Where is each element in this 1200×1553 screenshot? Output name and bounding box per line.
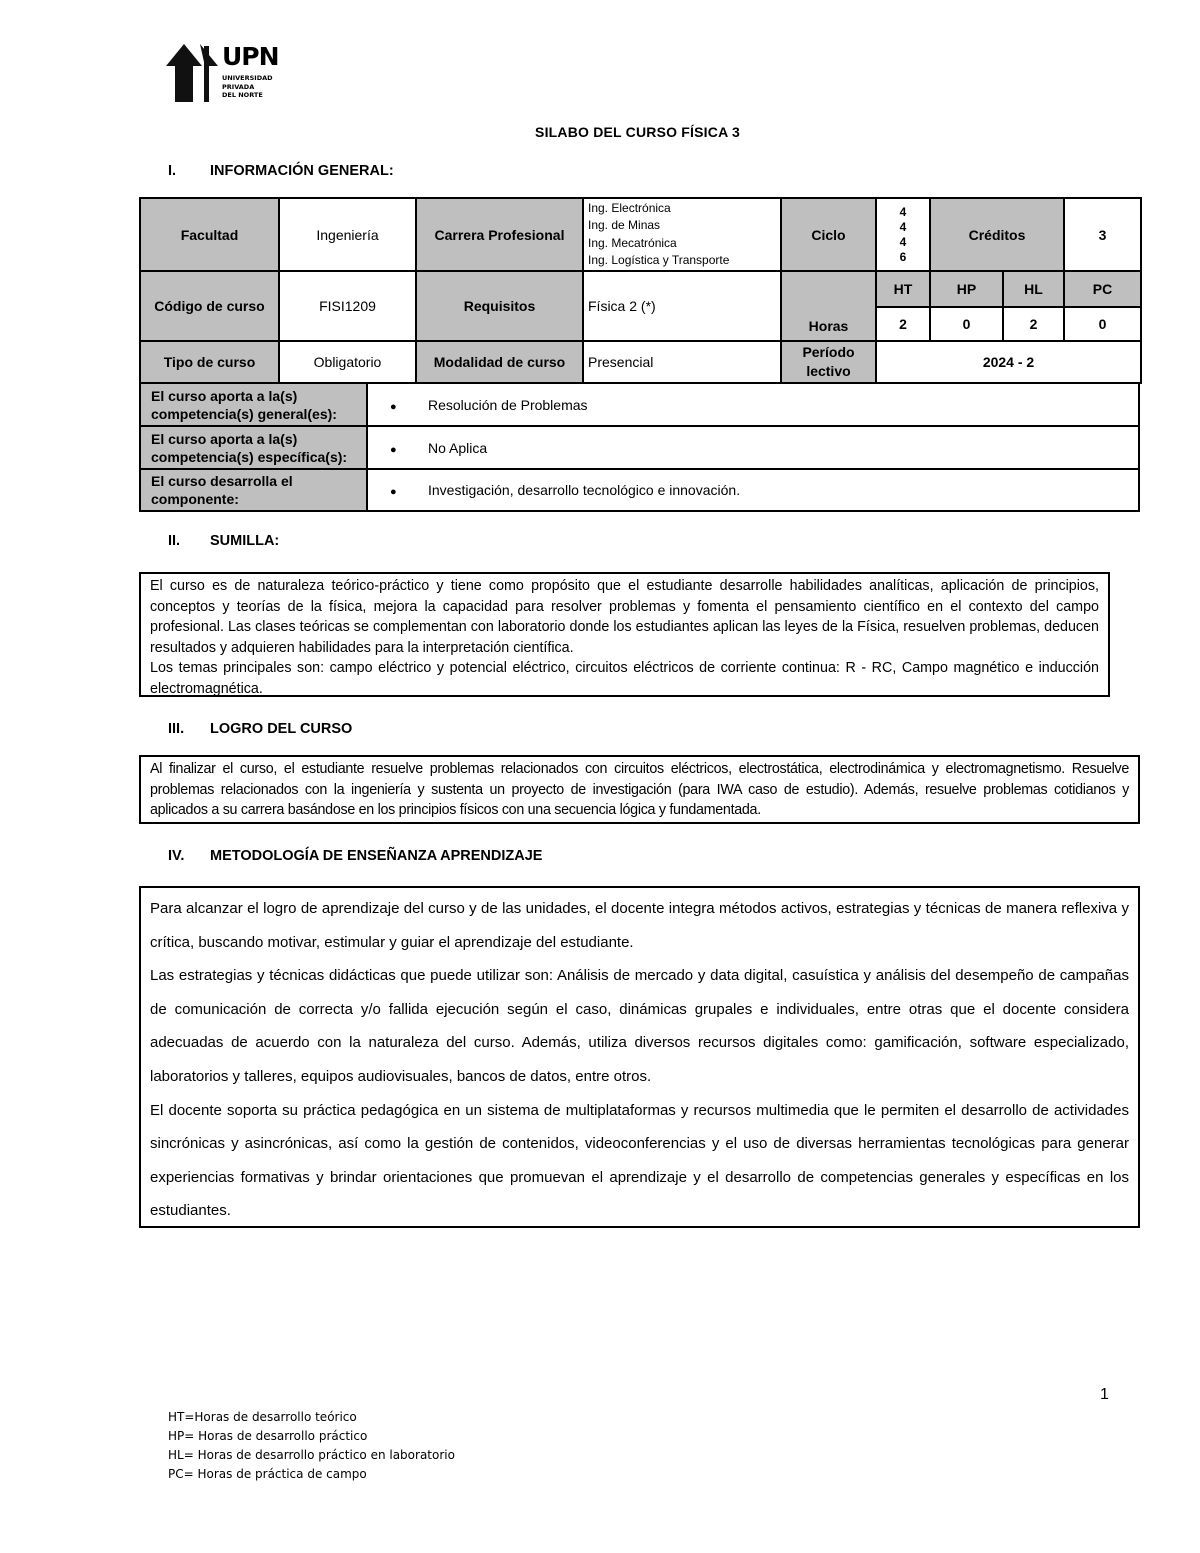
- periodo-value: 2024 - 2: [876, 341, 1141, 383]
- ciclo-label: Ciclo: [781, 198, 876, 271]
- metodologia-paragraph: El docente soporta su práctica pedagógica en un sistema de multiplataformas y recursos multimedia que le permiten el desarrollo de actividades sincrónicas y asincrónicas, así como la gestión de contenidos, videoconferencias y el uso de diversas herramientas tecnológicas para generar experiencias formativas y brindar orientaciones que promuevan el aprendizaje y el desarrollo de competencias generales y específicas en los estudiantes.: [150, 1101, 1129, 1220]
- sumilla-box: [139, 572, 1110, 697]
- logo-subtitle: UNIVERSIDAD PRIVADA DEL NORTE: [222, 74, 273, 99]
- hp-header: HP: [930, 271, 1003, 307]
- facultad-label: Facultad: [140, 198, 279, 271]
- creditos-label: Créditos: [930, 198, 1064, 271]
- periodo-label: Período lectivo: [781, 341, 876, 383]
- tipo-value: Obligatorio: [279, 341, 416, 383]
- hl-header: HL: [1003, 271, 1064, 307]
- metodologia-box: [139, 886, 1140, 1228]
- footnote: HT=Horas de desarrollo teórico: [168, 1410, 357, 1424]
- requisitos-value: Física 2 (*): [583, 271, 781, 341]
- competencia-general-value: ● Resolución de Problemas: [367, 383, 1139, 426]
- carrera-list: Ing. Electrónica Ing. de Minas Ing. Mecatrónica Ing. Logística y Transporte: [583, 198, 781, 271]
- sumilla-paragraph: Los temas principales son: campo eléctrico y potencial eléctrico, circuitos eléctricos de corriente continua: R - RC, Campo magnético e inducción electromagnética.: [150, 660, 1099, 697]
- logro-box: [139, 755, 1140, 824]
- footnote: PC= Horas de práctica de campo: [168, 1467, 367, 1481]
- codigo-label: Código de curso: [140, 271, 279, 341]
- footnote: HP= Horas de desarrollo práctico: [168, 1429, 368, 1443]
- modalidad-value: Presencial: [583, 341, 781, 383]
- competencia-general-label: El curso aporta a la(s) competencia(s) general(es):: [140, 383, 367, 426]
- document-title: SILABO DEL CURSO FÍSICA 3: [535, 124, 740, 140]
- pc-header: PC: [1064, 271, 1141, 307]
- competencias-table: [139, 382, 1140, 512]
- tipo-label: Tipo de curso: [140, 341, 279, 383]
- competencia-especifica-value: ● No Aplica: [367, 426, 1139, 469]
- modalidad-label: Modalidad de curso: [416, 341, 583, 383]
- sumilla-paragraph: El curso es de naturaleza teórico-práctico y tiene como propósito que el estudiante desarrolle habilidades analíticas, aplicación de principios, conceptos y teorías de la física, mejora la capacidad para resolver problemas y fomenta el pensamiento científico en el contexto del campo profesional. Las clases teóricas se complementan con laboratorio donde los estudiantes aplican las leyes de la Física, resuelven problemas, deducen resultados y adquieren habilidades para la interpretación científica.: [150, 578, 1099, 656]
- competencia-especifica-label: El curso aporta a la(s) competencia(s) específica(s):: [140, 426, 367, 469]
- logo-name: UPN: [222, 42, 279, 71]
- page-number: 1: [1100, 1386, 1109, 1403]
- metodologia-paragraph: Las estrategias y técnicas didácticas que puede utilizar son: Análisis de mercado y data digital, casuística y análisis del desempeño de campañas de comunicación de correcta y/o fallida ejecución según el caso, dinámicas grupales e individuales, entre otras que el docente considera adecuadas de acuerdo con la naturaleza del curso. Además, utiliza diversos recursos digitales como: gamificación, software especializado, laboratorios y talleres, equipos audiovisuales, bancos de datos, entre otros.: [150, 967, 1129, 1085]
- componente-value: ● Investigación, desarrollo tecnológico e innovación.: [367, 469, 1139, 511]
- carrera-label: Carrera Profesional: [416, 198, 583, 271]
- logro-text: Al finalizar el curso, el estudiante resuelve problemas relacionados con circuitos eléctricos, electrostática, electrodinámica y electromagnetismo. Resuelve problemas relacionados con la ingeniería y sustenta un proyecto de investigación (para IWA caso de estudio). Además, resuelve problemas cotidianos y aplicados a su carrera basándose en los principios físicos con una secuencia lógica y fundamentada.: [150, 761, 1129, 818]
- horas-label: Horas: [781, 271, 876, 341]
- ht-value: 2: [876, 307, 930, 341]
- footnote: HL= Horas de desarrollo práctico en laboratorio: [168, 1448, 455, 1462]
- facultad-value: Ingeniería: [279, 198, 416, 271]
- codigo-value: FISI1209: [279, 271, 416, 341]
- pc-value: 0: [1064, 307, 1141, 341]
- metodologia-paragraph: Para alcanzar el logro de aprendizaje del curso y de las unidades, el docente integra métodos activos, estrategias y técnicas de manera reflexiva y crítica, buscando motivar, estimular y guiar el aprendizaje del estudiante.: [150, 900, 1129, 951]
- hp-value: 0: [930, 307, 1003, 341]
- hl-value: 2: [1003, 307, 1064, 341]
- general-info-table: [139, 197, 1142, 384]
- ciclo-values: 4 4 4 6: [876, 198, 930, 271]
- componente-label: El curso desarrolla el componente:: [140, 469, 367, 511]
- requisitos-label: Requisitos: [416, 271, 583, 341]
- creditos-value: 3: [1064, 198, 1141, 271]
- ht-header: HT: [876, 271, 930, 307]
